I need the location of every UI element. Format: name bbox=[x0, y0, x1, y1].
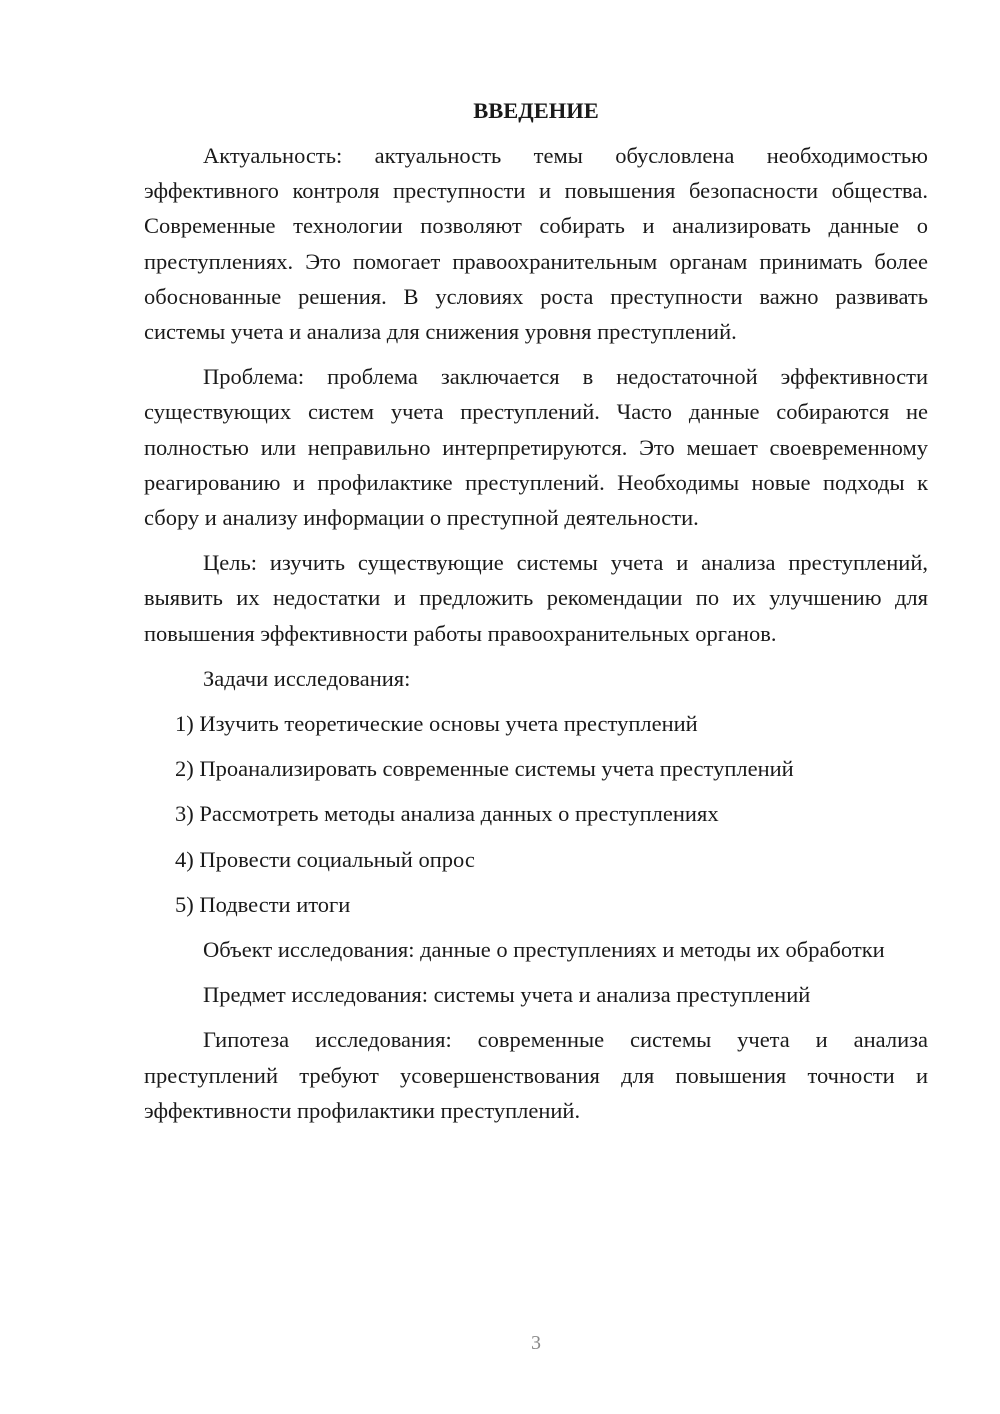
list-item bbox=[144, 796, 928, 831]
list-item bbox=[144, 887, 928, 922]
list-item-number: 2) bbox=[175, 756, 194, 782]
list-item-number: 1) bbox=[175, 711, 194, 737]
list-item bbox=[144, 751, 928, 786]
list-item-number: 3) bbox=[175, 801, 194, 827]
page-number: 3 bbox=[531, 1332, 541, 1354]
list-item-text: Проанализировать современные системы учета преступлений bbox=[199, 756, 794, 782]
task-list bbox=[144, 706, 928, 922]
list-item-number: 5) bbox=[175, 891, 194, 917]
list-item-text: Подвести итоги bbox=[199, 891, 351, 917]
list-item bbox=[144, 842, 928, 877]
list-item-text: Провести социальный опрос bbox=[199, 846, 475, 872]
page-content bbox=[144, 92, 928, 1138]
paragraph-hypothesis: Гипотеза исследования: современные системы учета и анализа преступлений требуют усовершенствования для повышения точности и эффективности профилактики преступлений. bbox=[144, 1027, 928, 1123]
list-item bbox=[144, 706, 928, 741]
paragraph-tasks-title: Задачи исследования: bbox=[203, 665, 411, 691]
paragraph-relevance: Актуальность: актуальность темы обусловлена необходимостью эффективного контроля преступности и повышения безопасности общества. Современные технологии позволяют собирать и анализировать данные о преступлениях. Это помогает правоохранительным органам принимать более обоснованные решения. В условиях роста преступности важно развивать системы учета и анализа для снижения уровня преступлений. bbox=[144, 143, 928, 345]
list-item-text: Рассмотреть методы анализа данных о преступлениях bbox=[199, 801, 719, 827]
paragraph-subject: Предмет исследования: системы учета и анализа преступлений bbox=[203, 982, 811, 1008]
paragraph-object: Объект исследования: данные о преступлениях и методы их обработки bbox=[203, 937, 885, 963]
page-title: ВВЕДЕНИЕ bbox=[473, 98, 599, 123]
paragraph-goal: Цель: изучить существующие системы учета и анализа преступлений, выявить их недостатки и предложить рекомендации по их улучшению для повышения эффективности работы правоохранительных органов. bbox=[144, 550, 928, 646]
paragraph-problem: Проблема: проблема заключается в недостаточной эффективности существующих систем учета преступлений. Часто данные собираются не полностью или неправильно интерпретируются. Это мешает своевременному реагированию и профилактике преступлений. Необходимы новые подходы к сбору и анализу информации о преступной деятельности. bbox=[144, 364, 928, 531]
list-item-text: Изучить теоретические основы учета преступлений bbox=[199, 711, 698, 737]
list-item-number: 4) bbox=[175, 846, 194, 872]
